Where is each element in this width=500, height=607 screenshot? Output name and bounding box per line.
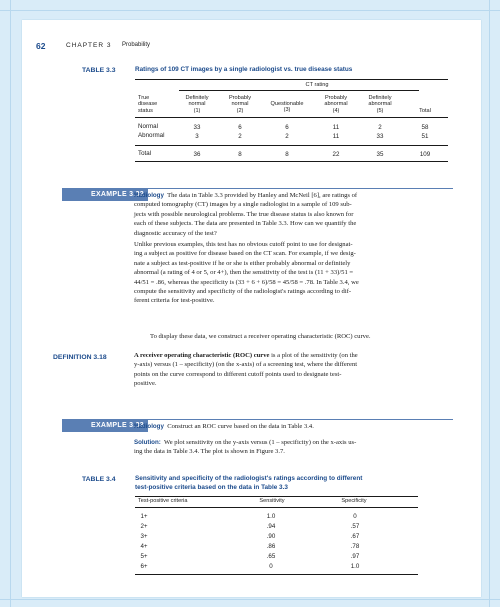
table-3-4-cell: 4+ — [140, 543, 148, 550]
table-3-4-cell: 6+ — [140, 563, 148, 570]
table-3-3-cell: 22 — [332, 151, 340, 158]
table-3-4-cell: 2+ — [140, 523, 148, 530]
table-3-4-cell: 0 — [353, 513, 357, 520]
table-3-4-title: Sensitivity and specificity of the radiologist's ratings according to different test-positive criteria based on the data in Table 3.3 — [135, 475, 363, 491]
example-3-32-paragraph-3: To display these data, we construct a receiver operating characteristic (ROC) curve. — [150, 333, 371, 340]
table-3-3-cell: 3 — [195, 133, 199, 140]
table-3-4-cell: 5+ — [140, 553, 148, 560]
table-3-4-header-rule — [135, 507, 418, 508]
example-3-32-paragraph-1: Radiology The data in Table 3.3 provided by Hanley and McNeil [6], are ratings of computed tomography (CT) images by a single radiologist in a sample of 109 sub- jects with possible neurological problems. The true disease status is also known for each of these subjects. The data are presented in Table 3.3. How can we quantify the diagnostic accuracy of the test? — [134, 192, 358, 237]
example-3-33-label: EXAMPLE 3.33 — [62, 419, 148, 432]
table-3-4-cell: .97 — [350, 553, 360, 560]
table-3-4-cell: 3+ — [140, 533, 148, 540]
table-3-3-top-rule — [135, 79, 448, 80]
table-3-4-header-sensitivity: Sensitivity — [259, 498, 285, 504]
table-3-3-row-label: Normal — [138, 123, 158, 130]
table-3-4-cell: 0 — [269, 563, 273, 570]
table-3-4-cell: .86 — [266, 543, 276, 550]
frame-line-left — [10, 0, 11, 607]
example-3-33-solution: Solution: We plot sensitivity on the y-axis versus (1 – specificity) on the x-axis us- ing the data in Table 3.4. The plot is shown in Figure 3.7. — [134, 439, 357, 456]
table-3-3-bottom-rule — [135, 161, 448, 162]
table-3-4-header-criteria: Test-positive criteria — [138, 498, 188, 504]
table-3-4-header-specificity: Specificity — [341, 498, 367, 504]
table-3-3-cell: 2 — [378, 124, 382, 131]
table-3-3-cell: 11 — [332, 133, 340, 140]
page-number: 62 — [36, 41, 46, 51]
table-3-3-col-header-3: Questionable (3) — [270, 101, 304, 114]
table-3-3-cell: 8 — [285, 151, 289, 158]
chapter-title: Probability — [122, 42, 151, 48]
definition-3-18-text: A receiver operating characteristic (ROC) curve is a plot of the sensitivity (on the y-axis) versus (1 – specificity) (on the x-axis) of a screening test, where the different points on the curve correspond to different cutoff points used to designate test- positive. — [134, 352, 358, 388]
table-3-3-cell: 11 — [332, 124, 340, 131]
table-3-3-total-label: Total — [138, 150, 152, 157]
table-3-3-row-label: Abnormal — [138, 132, 165, 139]
table-3-4-cell: .65 — [266, 553, 276, 560]
table-3-4-cell: 1.0 — [266, 513, 276, 520]
table-3-3-group-header: CT rating — [305, 82, 329, 88]
table-3-3-cell: 58 — [421, 124, 429, 131]
table-3-4-bottom-rule — [135, 574, 418, 575]
table-3-3-col-header-total: Total — [419, 108, 431, 114]
frame-line-top — [0, 10, 500, 11]
table-3-3-cell: 36 — [193, 151, 201, 158]
example-3-32-paragraph-2: Unlike previous examples, this test has no obvious cutoff point to use for designat- ing a subject as positive for disease based on the CT scan. For example, if we desig- nate a subject as test-positive if he or she is either probably abnormal or definitely abnormal (a rating of 4 or 5, or 4+), then the sensitivity of the test is (11 + 33)/51 = 44/51 = .86, whereas the specificity is (33 + 6 + 6)/58 = 45/58 = .78. In Table 3.4, we compute the sensitivity and specificity of the radiologist's ratings according to dif- ferent criteria for test-positive. — [134, 241, 359, 305]
table-3-3-cell: 109 — [419, 151, 431, 158]
table-3-3-label: TABLE 3.3 — [82, 67, 116, 74]
table-3-4-cell: .94 — [266, 523, 276, 530]
table-3-3-col-header-1: Definitely normal (1) — [185, 95, 209, 114]
table-3-3-group-rule — [179, 90, 419, 91]
table-3-4-label: TABLE 3.4 — [82, 476, 116, 483]
table-3-4-cell: .90 — [266, 533, 276, 540]
table-3-3-col-header-5: Definitely abnormal (5) — [368, 95, 392, 114]
table-3-4-cell: 1+ — [140, 513, 148, 520]
table-3-3-cell: 33 — [193, 124, 201, 131]
example-3-32-label: EXAMPLE 3.32 — [62, 188, 148, 201]
frame-line-right — [489, 0, 490, 607]
table-3-4-cell: .57 — [350, 523, 360, 530]
table-3-4-cell: 1.0 — [350, 563, 360, 570]
example-3-33-keyword: Radiology — [134, 423, 164, 430]
table-3-3-cell: 35 — [376, 151, 384, 158]
table-3-3-cell: 6 — [238, 124, 242, 131]
table-3-4-cell: .67 — [350, 533, 360, 540]
table-3-3-header-rule — [135, 117, 448, 118]
solution-label: Solution: — [134, 439, 161, 446]
example-3-33-rule — [148, 419, 453, 420]
table-3-3-cell: 2 — [238, 133, 242, 140]
table-3-3-cell: 8 — [238, 151, 242, 158]
chapter-label: CHAPTER 3 — [66, 42, 112, 49]
book-page — [22, 20, 481, 597]
table-3-3-cell: 6 — [285, 124, 289, 131]
table-3-3-col-header-2: Probably normal (2) — [228, 95, 252, 114]
example-3-32-keyword: Radiology — [134, 192, 164, 199]
definition-3-18-label: DEFINITION 3.18 — [53, 354, 107, 361]
table-3-3-cell: 33 — [376, 133, 384, 140]
table-3-4-cell: .78 — [350, 543, 360, 550]
table-3-3-row-header: True disease status — [138, 95, 158, 114]
table-3-3-title: Ratings of 109 CT images by a single radiologist vs. true disease status — [135, 66, 353, 73]
example-3-32-rule — [148, 188, 453, 189]
example-3-33-text: Radiology Construct an ROC curve based on the data in Table 3.4. — [134, 423, 314, 430]
table-3-3-cell: 51 — [421, 133, 429, 140]
table-3-3-total-rule — [135, 145, 448, 146]
table-3-3-col-header-4: Probably abnormal (4) — [324, 95, 348, 114]
frame-line-bottom — [0, 599, 500, 600]
table-3-3-cell: 2 — [285, 133, 289, 140]
table-3-4-top-rule — [135, 496, 418, 497]
